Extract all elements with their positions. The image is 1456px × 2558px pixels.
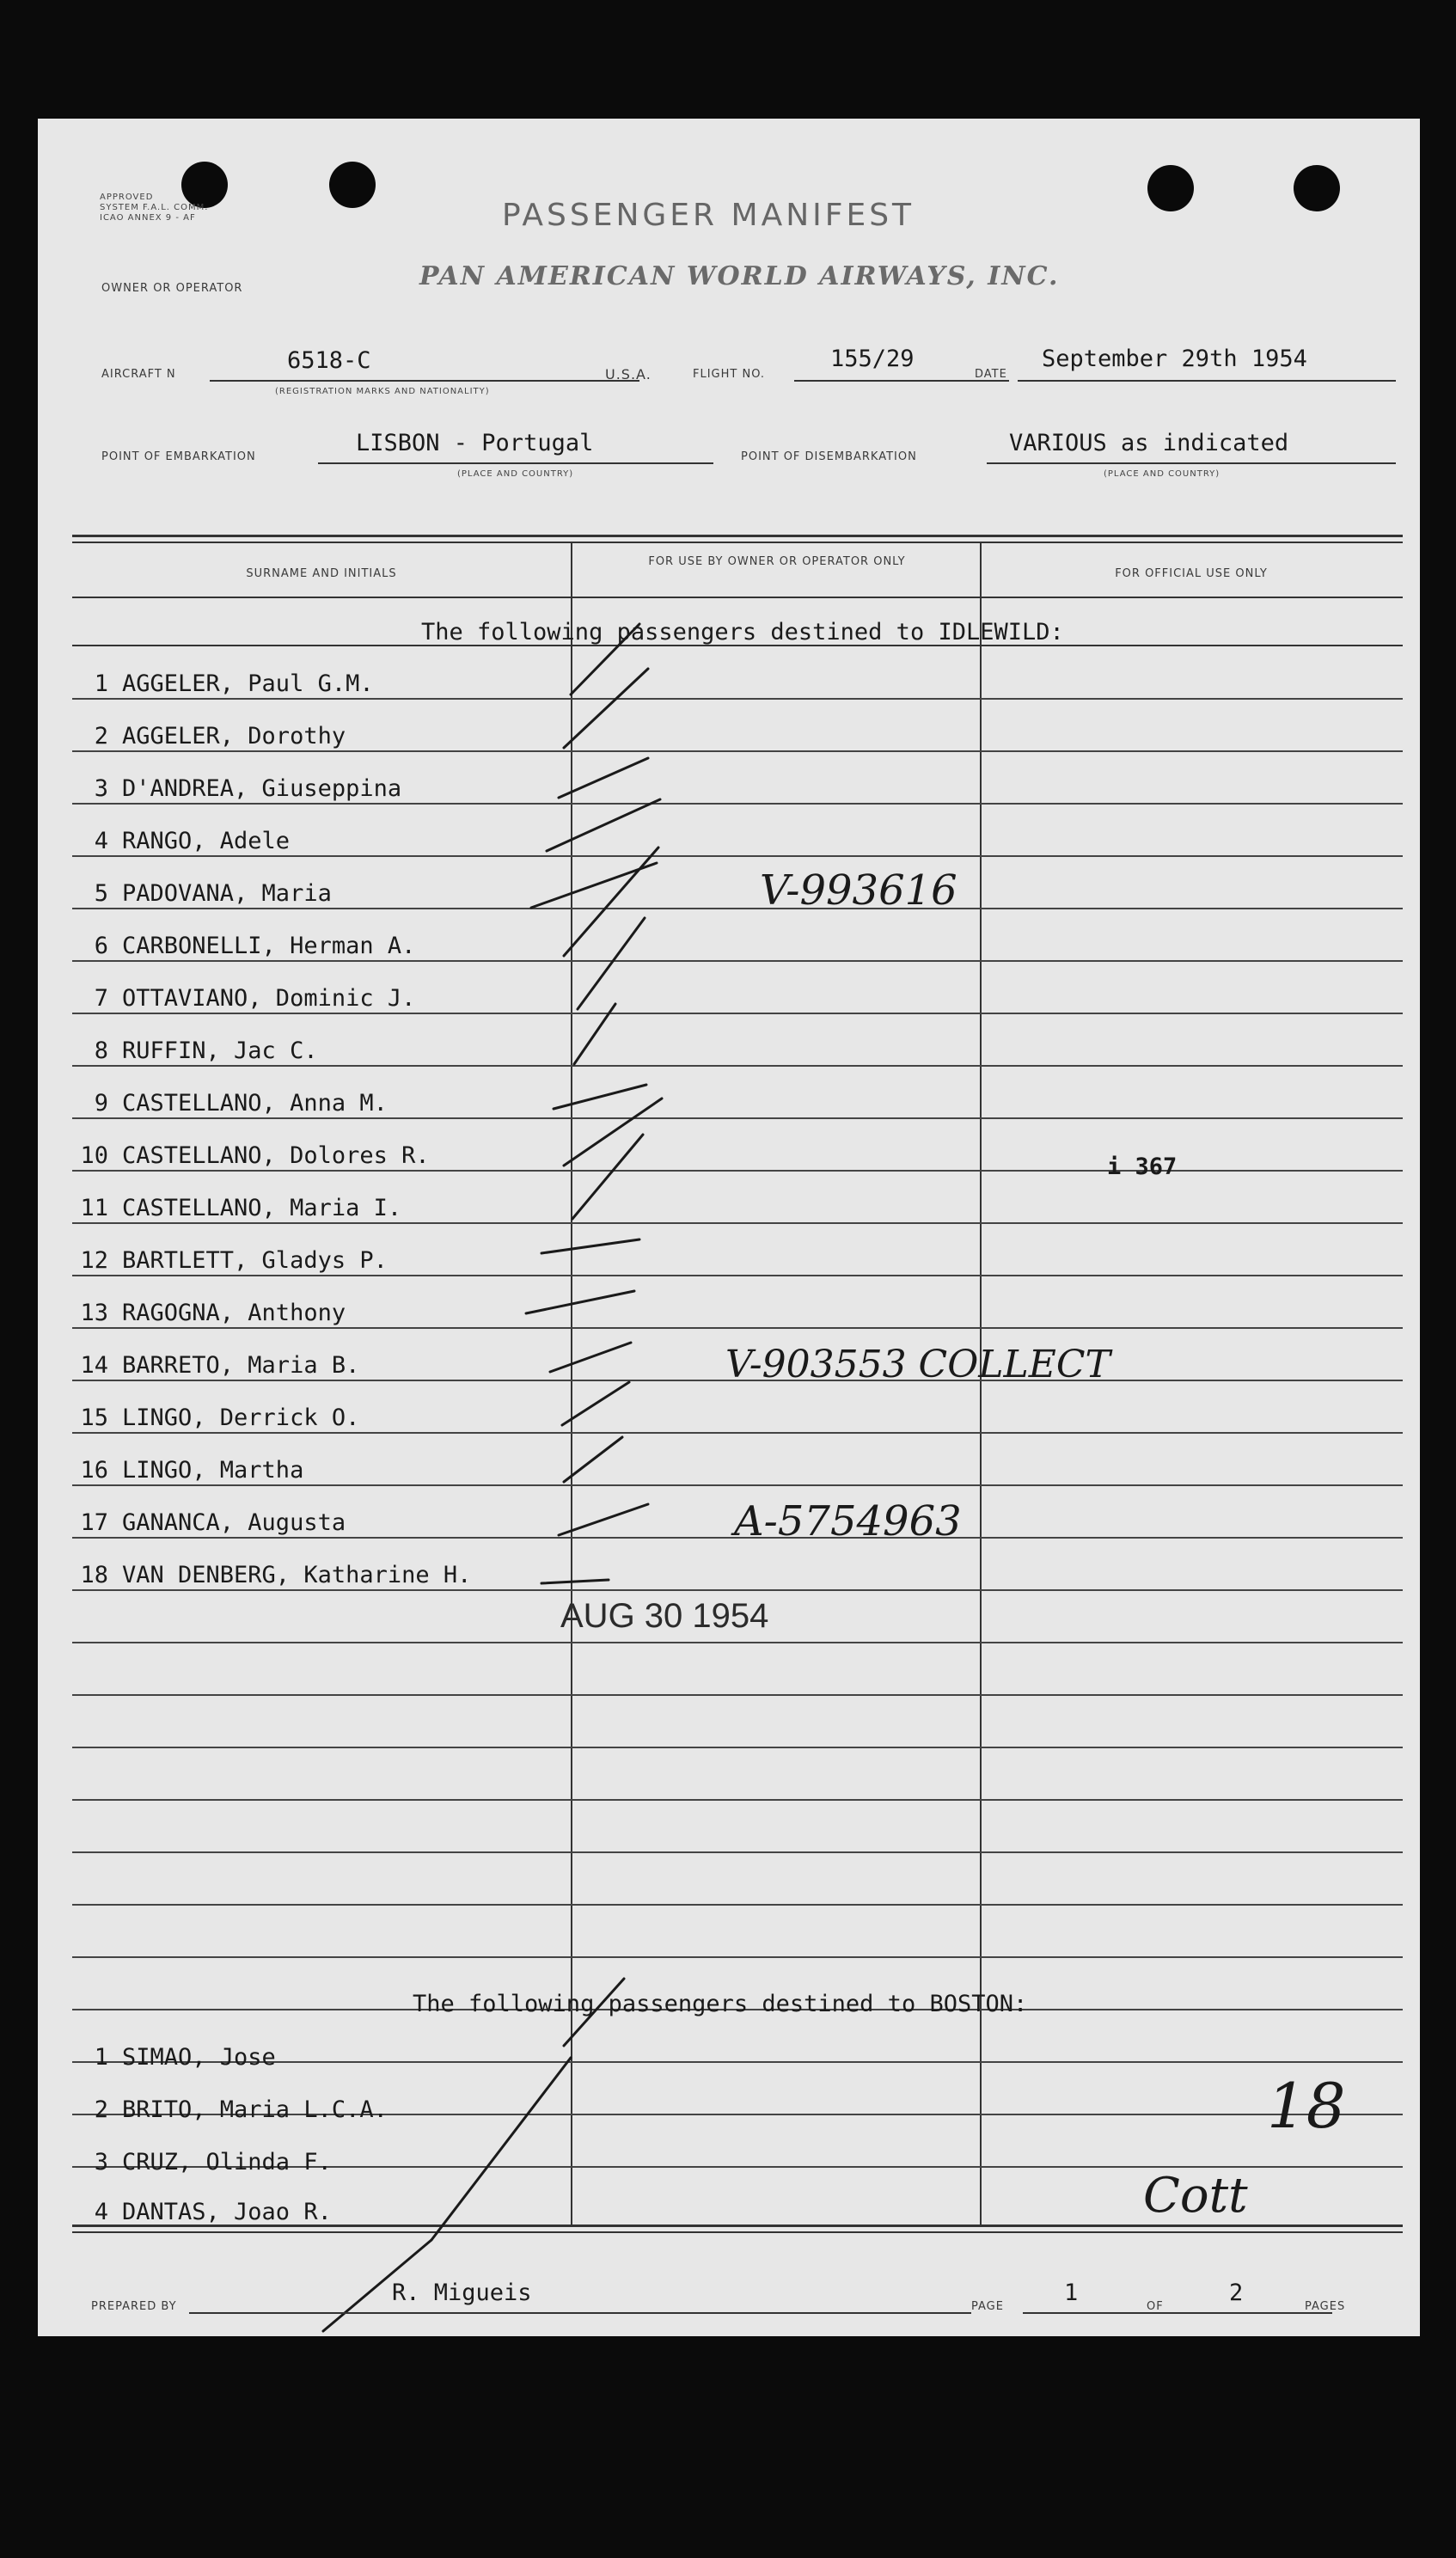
passenger-row: 10 CASTELLANO, Dolores R.	[80, 1142, 430, 1169]
section-heading-boston: The following passengers destined to BOSTON:	[413, 1991, 1028, 2017]
approval-note: APPROVED SYSTEM F.A.L. COMM. ICAO ANNEX 9 - AF	[100, 193, 209, 223]
passenger-row: 1 SIMAO, Jose	[94, 2044, 276, 2071]
aircraft-label: AIRCRAFT N	[101, 368, 176, 381]
disembark-caption: (PLACE AND COUNTRY)	[1104, 469, 1220, 479]
embark-caption: (PLACE AND COUNTRY)	[457, 469, 574, 479]
passenger-row: 1 AGGELER, Paul G.M.	[94, 670, 374, 697]
passenger-row: 17 GANANCA, Augusta	[80, 1509, 346, 1536]
passenger-row: 3 D'ANDREA, Giuseppina	[94, 775, 402, 802]
visa-note-barreto: V-903553 COLLECT	[725, 1343, 1110, 1386]
check-marks	[38, 119, 1420, 2336]
passenger-row: 2 AGGELER, Dorothy	[94, 723, 346, 750]
passenger-row: 15 LINGO, Derrick O.	[80, 1404, 360, 1431]
passenger-row: 8 RUFFIN, Jac C.	[94, 1037, 318, 1064]
prepared-label: PREPARED BY	[91, 2300, 177, 2313]
date-label: DATE	[975, 368, 1007, 381]
visa-note-padovana: V-993616	[760, 866, 957, 915]
passenger-row: 2 BRITO, Maria L.C.A.	[94, 2096, 388, 2123]
page-number: 1	[1064, 2280, 1079, 2306]
visa-note-gananca: A-5754963	[734, 1497, 962, 1545]
official-note: i 367	[1107, 1154, 1178, 1180]
handwritten-count: 18	[1267, 2070, 1346, 2142]
owner-label: OWNER OR OPERATOR	[101, 282, 243, 295]
prepared-by: R. Migueis	[392, 2280, 532, 2306]
page-label: PAGE	[971, 2300, 1004, 2313]
disembark-label: POINT OF DISEMBARKATION	[741, 450, 917, 463]
passenger-row: 18 VAN DENBERG, Katharine H.	[80, 1562, 472, 1588]
column-surname: SURNAME AND INITIALS	[246, 567, 397, 580]
column-owner-use: FOR USE BY OWNER OR OPERATOR ONLY	[648, 555, 906, 568]
disembark-value: VARIOUS as indicated	[1009, 430, 1289, 456]
document-title: PASSENGER MANIFEST	[502, 198, 915, 233]
page-total: 2	[1229, 2280, 1244, 2306]
airline-name: PAN AMERICAN WORLD AIRWAYS, INC.	[419, 261, 1060, 291]
manifest-sheet	[38, 119, 1420, 2336]
of-label: OF	[1147, 2300, 1164, 2313]
passenger-row: 14 BARRETO, Maria B.	[80, 1352, 360, 1379]
column-official-use: FOR OFFICIAL USE ONLY	[1115, 567, 1268, 580]
handwritten-initials: Cott	[1143, 2168, 1248, 2224]
aircraft-value: 6518-C	[287, 347, 371, 374]
registration-caption: (REGISTRATION MARKS AND NATIONALITY)	[275, 387, 490, 396]
embark-label: POINT OF EMBARKATION	[101, 450, 256, 463]
passenger-row: 9 CASTELLANO, Anna M.	[94, 1090, 388, 1117]
passenger-row: 3 CRUZ, Olinda F.	[94, 2149, 332, 2176]
embark-value: LISBON - Portugal	[356, 430, 594, 456]
passenger-row: 7 OTTAVIANO, Dominic J.	[94, 985, 416, 1012]
passenger-row: 11 CASTELLANO, Maria I.	[80, 1195, 402, 1221]
section-heading-idlewild: The following passengers destined to IDLEWILD:	[421, 619, 1064, 646]
date-stamp: AUG 30 1954	[560, 1597, 769, 1635]
passenger-row: 13 RAGOGNA, Anthony	[80, 1300, 346, 1326]
passenger-row: 4 DANTAS, Joao R.	[94, 2199, 332, 2225]
passenger-row: 5 PADOVANA, Maria	[94, 880, 332, 907]
passenger-row: 4 RANGO, Adele	[94, 828, 291, 854]
date-value: September 29th 1954	[1042, 346, 1307, 372]
passenger-row: 16 LINGO, Martha	[80, 1457, 304, 1484]
usa-label: U.S.A.	[605, 366, 652, 382]
passenger-row: 6 CARBONELLI, Herman A.	[94, 933, 416, 959]
pages-label: PAGES	[1305, 2300, 1346, 2313]
passenger-row: 12 BARTLETT, Gladys P.	[80, 1247, 388, 1274]
flight-no-label: FLIGHT NO.	[693, 368, 766, 381]
flight-no-value: 155/29	[830, 346, 915, 372]
